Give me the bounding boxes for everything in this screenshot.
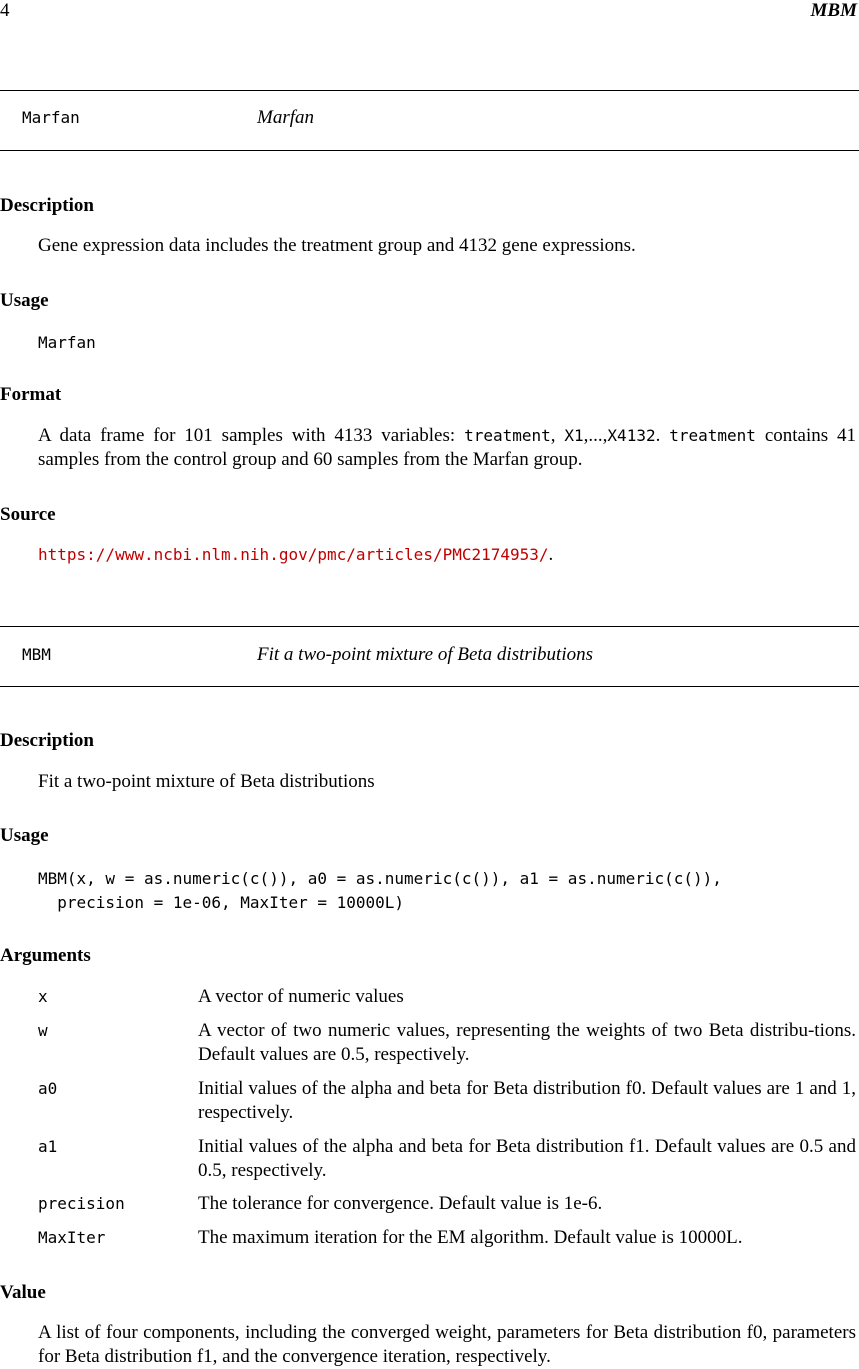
argument-description: The tolerance for convergence. Default value is 1e-6.: [198, 1193, 603, 1214]
argument-name: precision: [38, 1194, 125, 1213]
argument-description: A vector of numeric values: [198, 986, 404, 1007]
format-text-part: .: [655, 425, 670, 446]
format-code-treatment: treatment: [669, 426, 756, 445]
topic-title: Marfan: [257, 107, 314, 128]
usage-code-line: precision = 1e-06, MaxIter = 10000L): [38, 893, 405, 912]
argument-description: The maximum iteration for the EM algorithm. Default value is 10000L.: [198, 1227, 743, 1248]
section-heading-format: Format: [0, 384, 62, 405]
topic-name: Marfan: [22, 108, 80, 127]
section-heading-description: Description: [0, 730, 94, 751]
section-heading-source: Source: [0, 504, 56, 525]
running-title: MBM: [810, 0, 857, 21]
topic-title: Fit a two-point mixture of Beta distributions: [257, 644, 594, 665]
format-text: [38, 424, 856, 472]
topic-rule-bottom: [0, 686, 859, 687]
source-link[interactable]: https://www.ncbi.nlm.nih.gov/pmc/articles/PMC2174953/: [38, 545, 549, 564]
page-number: 4: [0, 0, 10, 21]
section-heading-value: Value: [0, 1282, 46, 1303]
argument-name: x: [38, 987, 48, 1006]
argument-name: a1: [38, 1137, 58, 1156]
source-trailing: .: [548, 544, 554, 565]
format-text-part: A data frame for 101 samples with 4133 variables:: [38, 425, 465, 446]
section-heading-arguments: Arguments: [0, 945, 91, 966]
format-text-part: contains 41 samples from the control group and 60 samples from the Marfan group.: [38, 425, 857, 470]
format-code-treatment: treatment: [464, 426, 551, 445]
topic-rule-top: [0, 626, 859, 627]
source-text: [38, 543, 856, 567]
argument-description: Initial values of the alpha and beta for Beta distribution f0. Default values are 1 and 1, respectively.: [198, 1078, 856, 1123]
topic-rule-bottom: [0, 150, 859, 151]
section-heading-usage: Usage: [0, 825, 49, 846]
argument-name: w: [38, 1021, 48, 1040]
argument-name: a0: [38, 1079, 58, 1098]
section-heading-usage: Usage: [0, 290, 49, 311]
format-code-x1: X1: [564, 426, 584, 445]
argument-description: Initial values of the alpha and beta for Beta distribution f1. Default values are 0.5 and 0.5, respectively.: [198, 1136, 856, 1181]
argument-description: A vector of two numeric values, representing the weights of two Beta distribu-tions. Default values are 0.5, respectively.: [198, 1020, 856, 1065]
section-heading-description: Description: [0, 195, 94, 216]
usage-code: Marfan: [38, 333, 96, 352]
value-text: A list of four components, including the converged weight, parameters for Beta distribution f0, parameters for Beta distribution f1, and the convergence iteration, respectively.: [38, 1322, 856, 1367]
format-text-part: ,: [550, 425, 565, 446]
usage-code-line: MBM(x, w = as.numeric(c()), a0 = as.numeric(c()), a1 = as.numeric(c()),: [38, 869, 722, 888]
description-text: Gene expression data includes the treatment group and 4132 gene expressions.: [38, 235, 636, 256]
topic-rule-top: [0, 90, 859, 91]
format-code-x4132: X4132: [607, 426, 656, 445]
format-text-part: ,...,: [583, 425, 608, 446]
topic-name: MBM: [22, 645, 51, 664]
argument-name: MaxIter: [38, 1228, 106, 1247]
description-text: Fit a two-point mixture of Beta distributions: [38, 771, 375, 792]
